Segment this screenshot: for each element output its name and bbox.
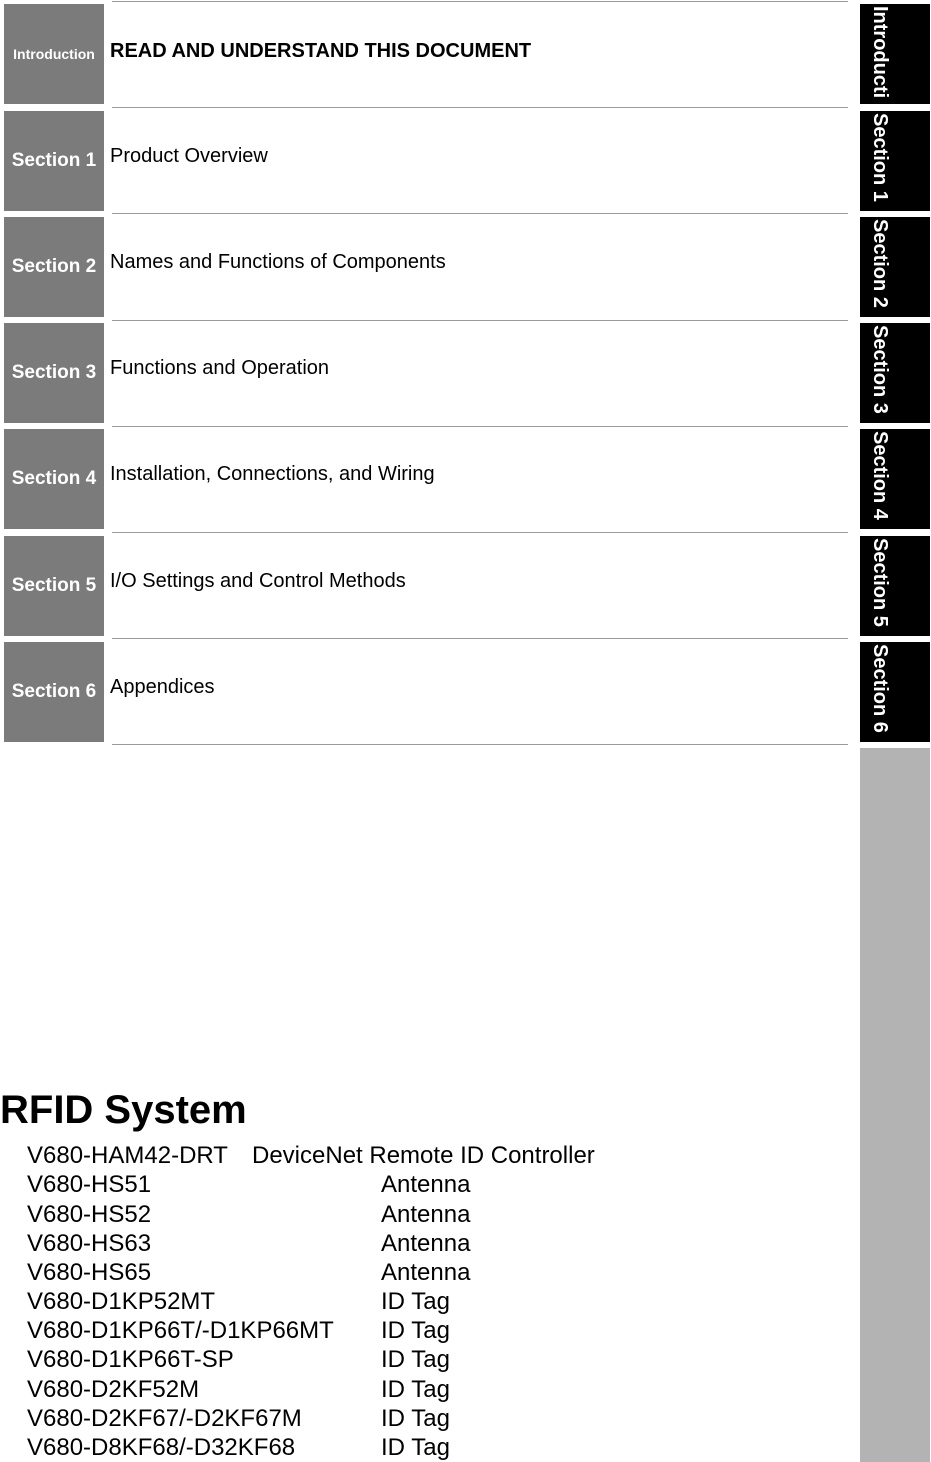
product-model: V680-D2KF67/-D2KF67M <box>27 1405 302 1432</box>
index-tab-label: Section 2 <box>869 219 891 308</box>
index-tab-section-3[interactable] <box>860 323 930 423</box>
index-tab-section-4[interactable] <box>860 429 930 529</box>
product-model: V680-D1KP66T/-D1KP66MT <box>27 1317 334 1344</box>
section-label-box: Section 3 <box>4 323 104 423</box>
system-title: RFID System <box>0 1088 247 1132</box>
product-model: V680-HS63 <box>27 1230 152 1257</box>
product-model: V680-HS51 <box>27 1171 152 1198</box>
product-description: ID Tag <box>381 1317 450 1344</box>
section-label-box: Section 4 <box>4 429 104 529</box>
section-label-box: Section 6 <box>4 642 104 742</box>
product-model: V680-D2KF52M <box>27 1376 200 1403</box>
product-model: V680-HAM42-DRT <box>27 1142 228 1169</box>
index-tab-label: Section 4 <box>869 431 891 520</box>
index-tab-label: Section 6 <box>869 644 891 733</box>
section-title[interactable]: Product Overview <box>110 145 268 167</box>
toc-row-section-1[interactable] <box>0 107 850 213</box>
section-label-box: Section 2 <box>4 217 104 317</box>
product-model: V680-D1KP66T-SP <box>27 1346 234 1373</box>
index-tab-introduction[interactable] <box>860 4 930 104</box>
toc-row-introduction[interactable] <box>0 0 850 106</box>
index-tab-section-1[interactable] <box>860 111 930 211</box>
product-description: Antenna <box>381 1171 471 1198</box>
index-tab-section-6[interactable] <box>860 642 930 742</box>
section-title[interactable]: I/O Settings and Control Methods <box>110 570 406 592</box>
product-model: V680-HS52 <box>27 1201 152 1228</box>
index-tab-section-5[interactable] <box>860 536 930 636</box>
product-description: ID Tag <box>381 1434 450 1461</box>
section-title[interactable]: READ AND UNDERSTAND THIS DOCUMENT <box>110 40 532 62</box>
product-description: ID Tag <box>381 1376 450 1403</box>
product-model: V680-D8KF68/-D32KF68 <box>27 1434 296 1461</box>
index-tab-label: Section 5 <box>869 538 891 627</box>
product-description: Antenna <box>381 1259 471 1286</box>
toc-row-section-3[interactable] <box>0 319 850 425</box>
product-description: ID Tag <box>381 1288 450 1315</box>
section-label-box: Section 5 <box>4 536 104 636</box>
index-strip-blank <box>860 748 930 1462</box>
section-label-box: Section 1 <box>4 111 104 211</box>
index-tab-label: Introducti <box>869 6 891 99</box>
section-label-box: Introduction <box>4 4 104 104</box>
product-description: ID Tag <box>381 1405 450 1432</box>
section-title[interactable]: Names and Functions of Components <box>110 251 446 273</box>
section-title[interactable]: Functions and Operation <box>110 357 330 379</box>
product-description: Antenna <box>381 1230 471 1257</box>
index-tab-label: Section 1 <box>869 113 891 202</box>
section-title[interactable]: Installation, Connections, and Wiring <box>110 463 435 485</box>
product-description: DeviceNet Remote ID Controller <box>252 1142 595 1169</box>
toc-row-section-4[interactable] <box>0 425 850 531</box>
toc-row-section-6[interactable] <box>0 638 850 744</box>
index-tab-section-2[interactable] <box>860 217 930 317</box>
product-description: ID Tag <box>381 1346 450 1373</box>
section-title[interactable]: Appendices <box>110 676 215 698</box>
product-model: V680-D1KP52MT <box>27 1288 216 1315</box>
index-tab-label: Section 3 <box>869 325 891 414</box>
toc-row-section-5[interactable] <box>0 532 850 638</box>
product-model: V680-HS65 <box>27 1259 152 1286</box>
product-description: Antenna <box>381 1201 471 1228</box>
toc-row-section-2[interactable] <box>0 213 850 319</box>
toc-divider <box>112 744 848 745</box>
